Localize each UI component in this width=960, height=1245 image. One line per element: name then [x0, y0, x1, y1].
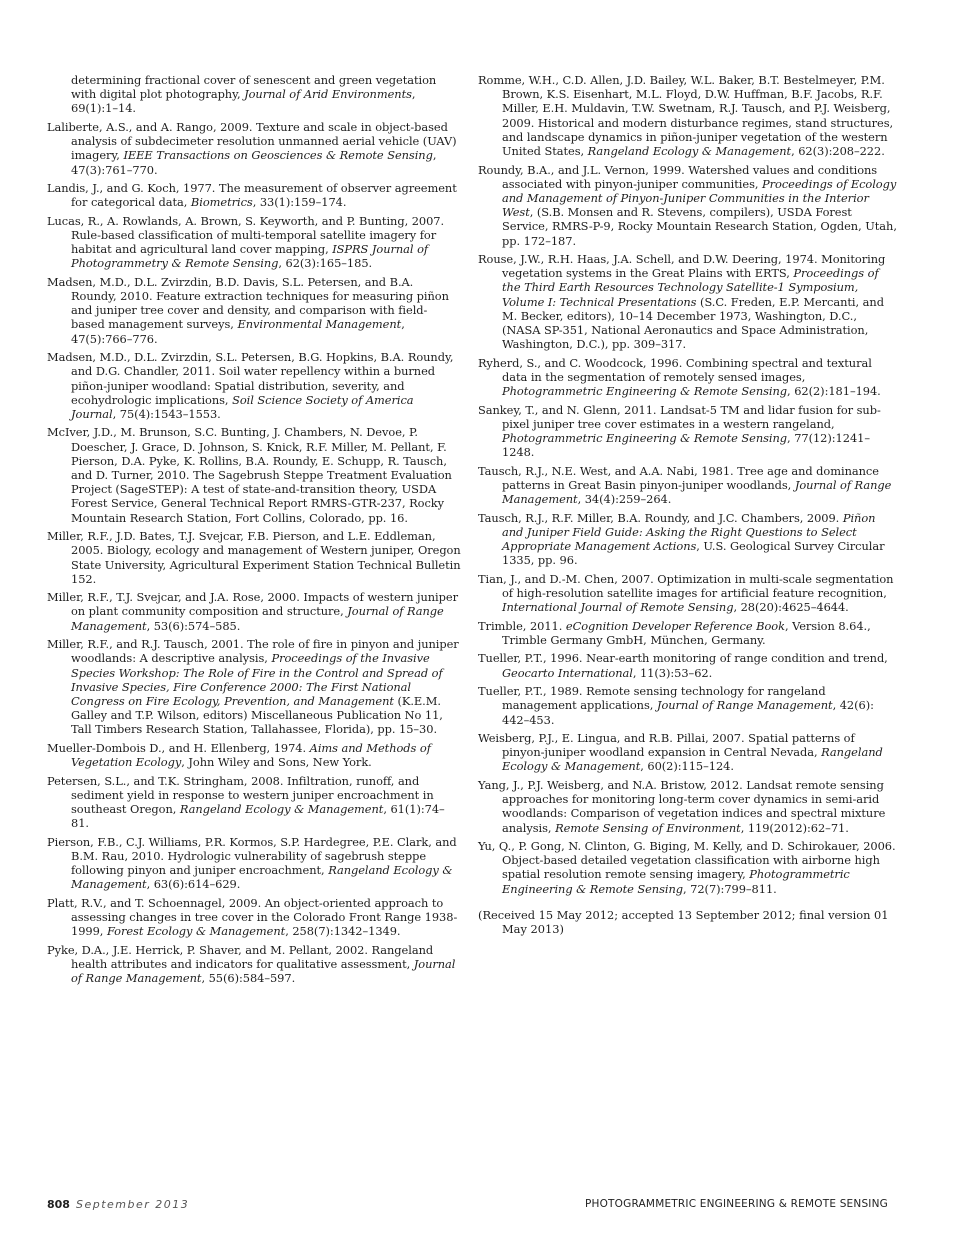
reference-text: , 258(7):1342–1349.	[285, 924, 401, 939]
reference-title-italic: Biometrics	[190, 195, 253, 210]
reference-entry	[47, 120, 461, 177]
reference-text: , 62(2):181–194.	[787, 384, 881, 399]
reference-title-italic: ISPRS Journal of Photogrammetry & Remote Sensing	[71, 242, 429, 271]
reference-entry	[47, 590, 461, 633]
reference-text: , 63(6):614–629.	[146, 877, 241, 892]
reference-title-italic: Photogrammetric Engineering & Remote Sensing	[502, 431, 788, 446]
reference-text: , John Wiley and Sons, New York.	[181, 755, 372, 770]
reference-text: , 61(1):74–81.	[71, 802, 445, 831]
reference-title-italic: Journal of Range Management	[71, 604, 444, 633]
reference-text: , 75(4):1543–1553.	[112, 406, 221, 421]
reference-text: , 33(1):159–174.	[252, 195, 347, 210]
reference-text: Madsen, M.D., D.L. Zvirzdin, S.L. Petersen, B.G. Hopkins, B.A. Roundy, and D.G. Chandler, 2011. Soil water repellency within a burned piñon-juniper woodland: Spatial distribution, severity, and ecohydrologic implications,	[47, 350, 454, 407]
reference-entry	[478, 839, 898, 896]
reference-title-italic: Rangeland Ecology & Management	[71, 863, 453, 892]
reference-text: McIver, J.D., M. Brunson, S.C. Bunting, J. Chambers, N. Devoe, P. Doescher, J. Grace, D. Johnson, S. Knick, R.F. Miller, M. Pellant, F. Pierson, D.A. Pyke, K. Rollins, B.A. Roundy, E. Schupp, R. Tausch, and D. Turner, 2010. The Sagebrush Steppe Treatment Evaluation Project (SageSTEP): A test of state-and-transition theory, USDA Forest Service, General Technical Report RMRS-GTR-237, Rocky Mountain Research Station, Fort Collins, Colorado, pp. 16.	[47, 425, 452, 525]
reference-entry	[47, 943, 461, 986]
reference-entry	[478, 619, 898, 647]
reference-entry	[47, 637, 461, 736]
reference-title-italic: Environmental Management	[237, 317, 402, 332]
issue-date: September 2013	[75, 1198, 190, 1211]
reference-text: , U.S. Geological Survey Circular 1335, pp. 96.	[502, 539, 885, 568]
reference-entry	[47, 896, 461, 939]
reference-text: Pyke, D.A., J.E. Herrick, P. Shaver, and M. Pellant, 2002. Rangeland health attributes and indicators for qualitative assessment,	[47, 942, 434, 971]
reference-text: , 47(3):761–770.	[71, 148, 437, 177]
reference-text: , 69(1):1–14.	[71, 87, 416, 116]
reference-entry	[478, 464, 898, 507]
reference-title-italic: Piñon and Juniper Field Guide: Asking the Right Questions to Select Appropriate Management Actions	[502, 510, 876, 554]
reference-text: Tueller, P.T., 1989. Remote sensing technology for rangeland management applications,	[478, 684, 826, 713]
references-right-column	[478, 73, 898, 936]
reference-entry	[478, 73, 898, 158]
reference-text: Tausch, R.J., N.E. West, and A.A. Nabi, 1981. Tree age and dominance patterns in Great Basin pinyon-juniper woodlands,	[478, 463, 879, 492]
reference-text: Sankey, T., and N. Glenn, 2011. Landsat-5 TM and lidar fusion for sub-pixel juniper tree cover estimates in a western rangeland,	[478, 402, 881, 431]
reference-text: (S.C. Freden, E.P. Mercanti, and M. Becker, editors), 10–14 December 1973, Washington, D.C., (NASA SP-351, National Aeronautics and Space Administration, Washington, D.C.), pp. 309–317.	[502, 294, 884, 352]
reference-text: Weisberg, P.J., E. Lingua, and R.B. Pillai, 2007. Spatial patterns of pinyon-juniper woodland expansion in Central Nevada,	[478, 731, 855, 760]
reference-entry	[478, 403, 898, 460]
reference-text: Romme, W.H., C.D. Allen, J.D. Bailey, W.L. Baker, B.T. Bestelmeyer, P.M. Brown, K.S. Eisenhart, M.L. Floyd, D.W. Huffman, B.F. Jacobs, R.F. Miller, E.H. Muldavin, T.W. Swetnam, R.J. Tausch, and P.J. Weisberg, 2009. Historical and modern disturbance regimes, stand structures, and landscape dynamics in piñon-juniper vegetation of the western United States,	[478, 73, 894, 159]
reference-title-italic: Forest Ecology & Management	[106, 924, 286, 939]
reference-title-italic: Proceedings of the Invasive Species Workshop: The Role of Fire in the Control and Spread of Invasive Species, Fire Conference 2000: The First National Congress on Fire Ecology, Prevention, and Management	[71, 651, 443, 708]
reference-text: Yang, J., P.J. Weisberg, and N.A. Bristow, 2012. Landsat remote sensing approaches for monitoring long-term cover dynamics in semi-arid woodlands: Comparison of vegetation indices and spectral mixture analysis,	[478, 777, 886, 835]
reference-entry	[47, 275, 461, 346]
reference-text: , 77(12):1241–1248.	[502, 431, 870, 460]
reference-entry	[478, 778, 898, 835]
reference-entry	[478, 684, 898, 727]
reference-title-italic: eCognition Developer Reference Book	[565, 618, 785, 633]
reference-entry	[47, 835, 461, 892]
reference-title-italic: Photogrammetric Engineering & Remote Sensing	[502, 384, 788, 399]
reference-entry	[478, 572, 898, 615]
reference-text: Rouse, J.W., R.H. Haas, J.A. Schell, and D.W. Deering, 1974. Monitoring vegetation systems in the Great Plains with ERTS,	[478, 252, 886, 281]
reference-entry	[47, 741, 461, 769]
reference-text: , 62(3):165–185.	[278, 256, 373, 271]
reference-text: , 72(7):799–811.	[683, 881, 777, 896]
footer-left	[47, 1198, 189, 1211]
reference-text: , Version 8.64., Trimble Germany GmbH, München, Germany.	[502, 618, 871, 647]
reference-title-italic: Soil Science Society of America Journal	[71, 392, 414, 421]
reference-text: , 11(3):53–62.	[632, 665, 713, 680]
reference-title-italic: Photogrammetric Engineering & Remote Sensing	[502, 867, 850, 896]
reference-text: , 62(3):208–222.	[791, 144, 885, 159]
reference-title-italic: Proceedings of Ecology and Management of Pinyon-Juniper Communities in the Interior West	[502, 176, 897, 220]
reference-entry	[47, 73, 461, 116]
reference-title-italic: Rangeland Ecology & Management	[179, 802, 384, 817]
reference-text: Tueller, P.T., 1996. Near-earth monitoring of range condition and trend,	[478, 651, 888, 666]
reference-entry	[478, 252, 898, 351]
reference-title-italic: International Journal of Remote Sensing	[502, 600, 734, 615]
reference-title-italic: Rangeland Ecology & Management	[587, 144, 792, 159]
reference-text: , 28(20):4625–4644.	[733, 600, 849, 615]
reference-title-italic: Remote Sensing of Environment	[555, 820, 741, 835]
reference-text: Petersen, S.L., and T.K. Stringham, 2008. Infiltration, runoff, and sediment yield in response to western juniper encroachment in southeast Oregon,	[47, 773, 434, 817]
reference-text: Roundy, B.A., and J.L. Vernon, 1999. Watershed values and conditions associated with pinyon-juniper communities,	[478, 162, 878, 191]
reference-entry	[478, 163, 898, 248]
journal-name: PHOTOGRAMMETRIC ENGINEERING & REMOTE SENSING	[584, 1198, 888, 1210]
reference-title-italic: Proceedings of the Third Earth Resources Technology Satellite-1 Symposium, Volume I: Technical Presentations	[502, 266, 879, 309]
reference-entry	[47, 425, 461, 524]
reference-title-italic: Geocarto International	[502, 665, 633, 680]
reference-text: Tian, J., and D.-M. Chen, 2007. Optimization in multi-scale segmentation of high-resolution satellite images for artificial feature recognition,	[478, 571, 894, 600]
page-number: 808	[47, 1198, 70, 1211]
reference-text: Miller, R.F., T.J. Svejcar, and J.A. Rose, 2000. Impacts of western juniper on plant community composition and structure,	[47, 590, 458, 619]
received-dates: (Received 15 May 2012; accepted 13 September 2012; final version 01 May 2013)	[478, 907, 889, 937]
reference-text: Miller, R.F., and R.J. Tausch, 2001. The role of fire in pinyon and juniper woodlands: A descriptive analysis,	[47, 637, 459, 666]
reference-entry	[478, 511, 898, 568]
reference-text: , 55(6):584–597.	[201, 971, 296, 986]
reference-entry	[47, 529, 461, 586]
reference-text: Platt, R.V., and T. Schoennagel, 2009. An object-oriented approach to assessing changes in tree cover in the Colorado Front Range 1938-1999,	[47, 895, 458, 939]
reference-entry	[478, 651, 898, 679]
reference-text: Miller, R.F., J.D. Bates, T.J. Svejcar, F.B. Pierson, and L.E. Eddleman, 2005. Biology, ecology and management of Western juniper, Oregon State University, Agricultural Experiment Station Technical Bulletin 152.	[47, 529, 461, 586]
reference-title-italic: Rangeland Ecology & Management	[502, 745, 883, 774]
reference-text: Trimble, 2011.	[478, 618, 566, 633]
reference-entry	[47, 350, 461, 421]
reference-entry	[47, 774, 461, 831]
reference-title-italic: Journal of Arid Environments	[244, 87, 412, 102]
reference-title-italic: Aims and Methods of Vegetation Ecology	[71, 740, 431, 770]
reference-text: (K.E.M. Galley and T.P. Wilson, editors) Miscellaneous Publication No 11, Tall Timbers Research Station, Tallahassee, Florida), pp. 15–30.	[71, 694, 443, 737]
reference-text: , 42(6): 442–453.	[502, 698, 874, 727]
reference-title-italic: Journal of Range Management	[656, 698, 833, 713]
reference-text: Pierson, F.B., C.J. Williams, P.R. Kormos, S.P. Hardegree, P.E. Clark, and B.M. Rau, 2010. Hydrologic vulnerability of sagebrush steppe following pinyon and juniper encroachment,	[47, 834, 457, 878]
reference-text: , 47(5):766–776.	[71, 317, 405, 346]
reference-text: , 34(4):259–264.	[577, 492, 672, 507]
reference-title-italic: Journal of Range Management	[71, 956, 456, 986]
reference-entry	[47, 181, 461, 209]
reference-text: Madsen, M.D., D.L. Zvirzdin, B.D. Davis, S.L. Petersen, and B.A. Roundy, 2010. Feature extraction techniques for measuring piñon and juniper tree cover and density, and comparison with field-based management surveys,	[47, 274, 449, 332]
reference-entry	[478, 356, 898, 399]
reference-text: , 119(2012):62–71.	[740, 820, 849, 835]
reference-text: Ryherd, S., and C. Woodcock, 1996. Combining spectral and textural data in the segmentation of remotely sensed images,	[478, 355, 872, 384]
reference-text: determining fractional cover of senescent and green vegetation with digital plot photography,	[71, 73, 437, 102]
reference-text: Lucas, R., A. Rowlands, A. Brown, S. Keyworth, and P. Bunting, 2007. Rule-based classification of multi-temporal satellite imagery for habitat and agricultural land cover mapping,	[47, 213, 445, 257]
reference-title-italic: Journal of Range Management	[502, 477, 892, 507]
reference-text: Mueller-Dombois D., and H. Ellenberg, 1974.	[47, 740, 310, 755]
reference-text: Laliberte, A.S., and A. Rango, 2009. Texture and scale in object-based analysis of subdecimeter resolution unmanned aerial vehicle (UAV) imagery,	[47, 119, 457, 163]
reference-text: , 53(6):574–585.	[146, 618, 241, 633]
reference-text: Yu, Q., P. Gong, N. Clinton, G. Biging, M. Kelly, and D. Schirokauer, 2006. Object-based detailed vegetation classification with airborne high spatial resolution remote sensing imagery,	[478, 839, 896, 882]
reference-text: , 60(2):115–124.	[640, 759, 734, 774]
reference-title-italic: IEEE Transactions on Geosciences & Remote Sensing	[123, 148, 433, 163]
reference-text: Tausch, R.J., R.F. Miller, B.A. Roundy, and J.C. Chambers, 2009.	[478, 510, 843, 525]
references-left-column	[47, 73, 461, 990]
reference-entry	[47, 214, 461, 271]
reference-entry	[478, 731, 898, 774]
reference-text: , (S.B. Monsen and R. Stevens, compilers), USDA Forest Service, RMRS-P-9, Rocky Mountain Research Station, Ogden, Utah, pp. 172–187.	[502, 205, 897, 248]
reference-text: Landis, J., and G. Koch, 1977. The measurement of observer agreement for categorical data,	[47, 181, 457, 210]
